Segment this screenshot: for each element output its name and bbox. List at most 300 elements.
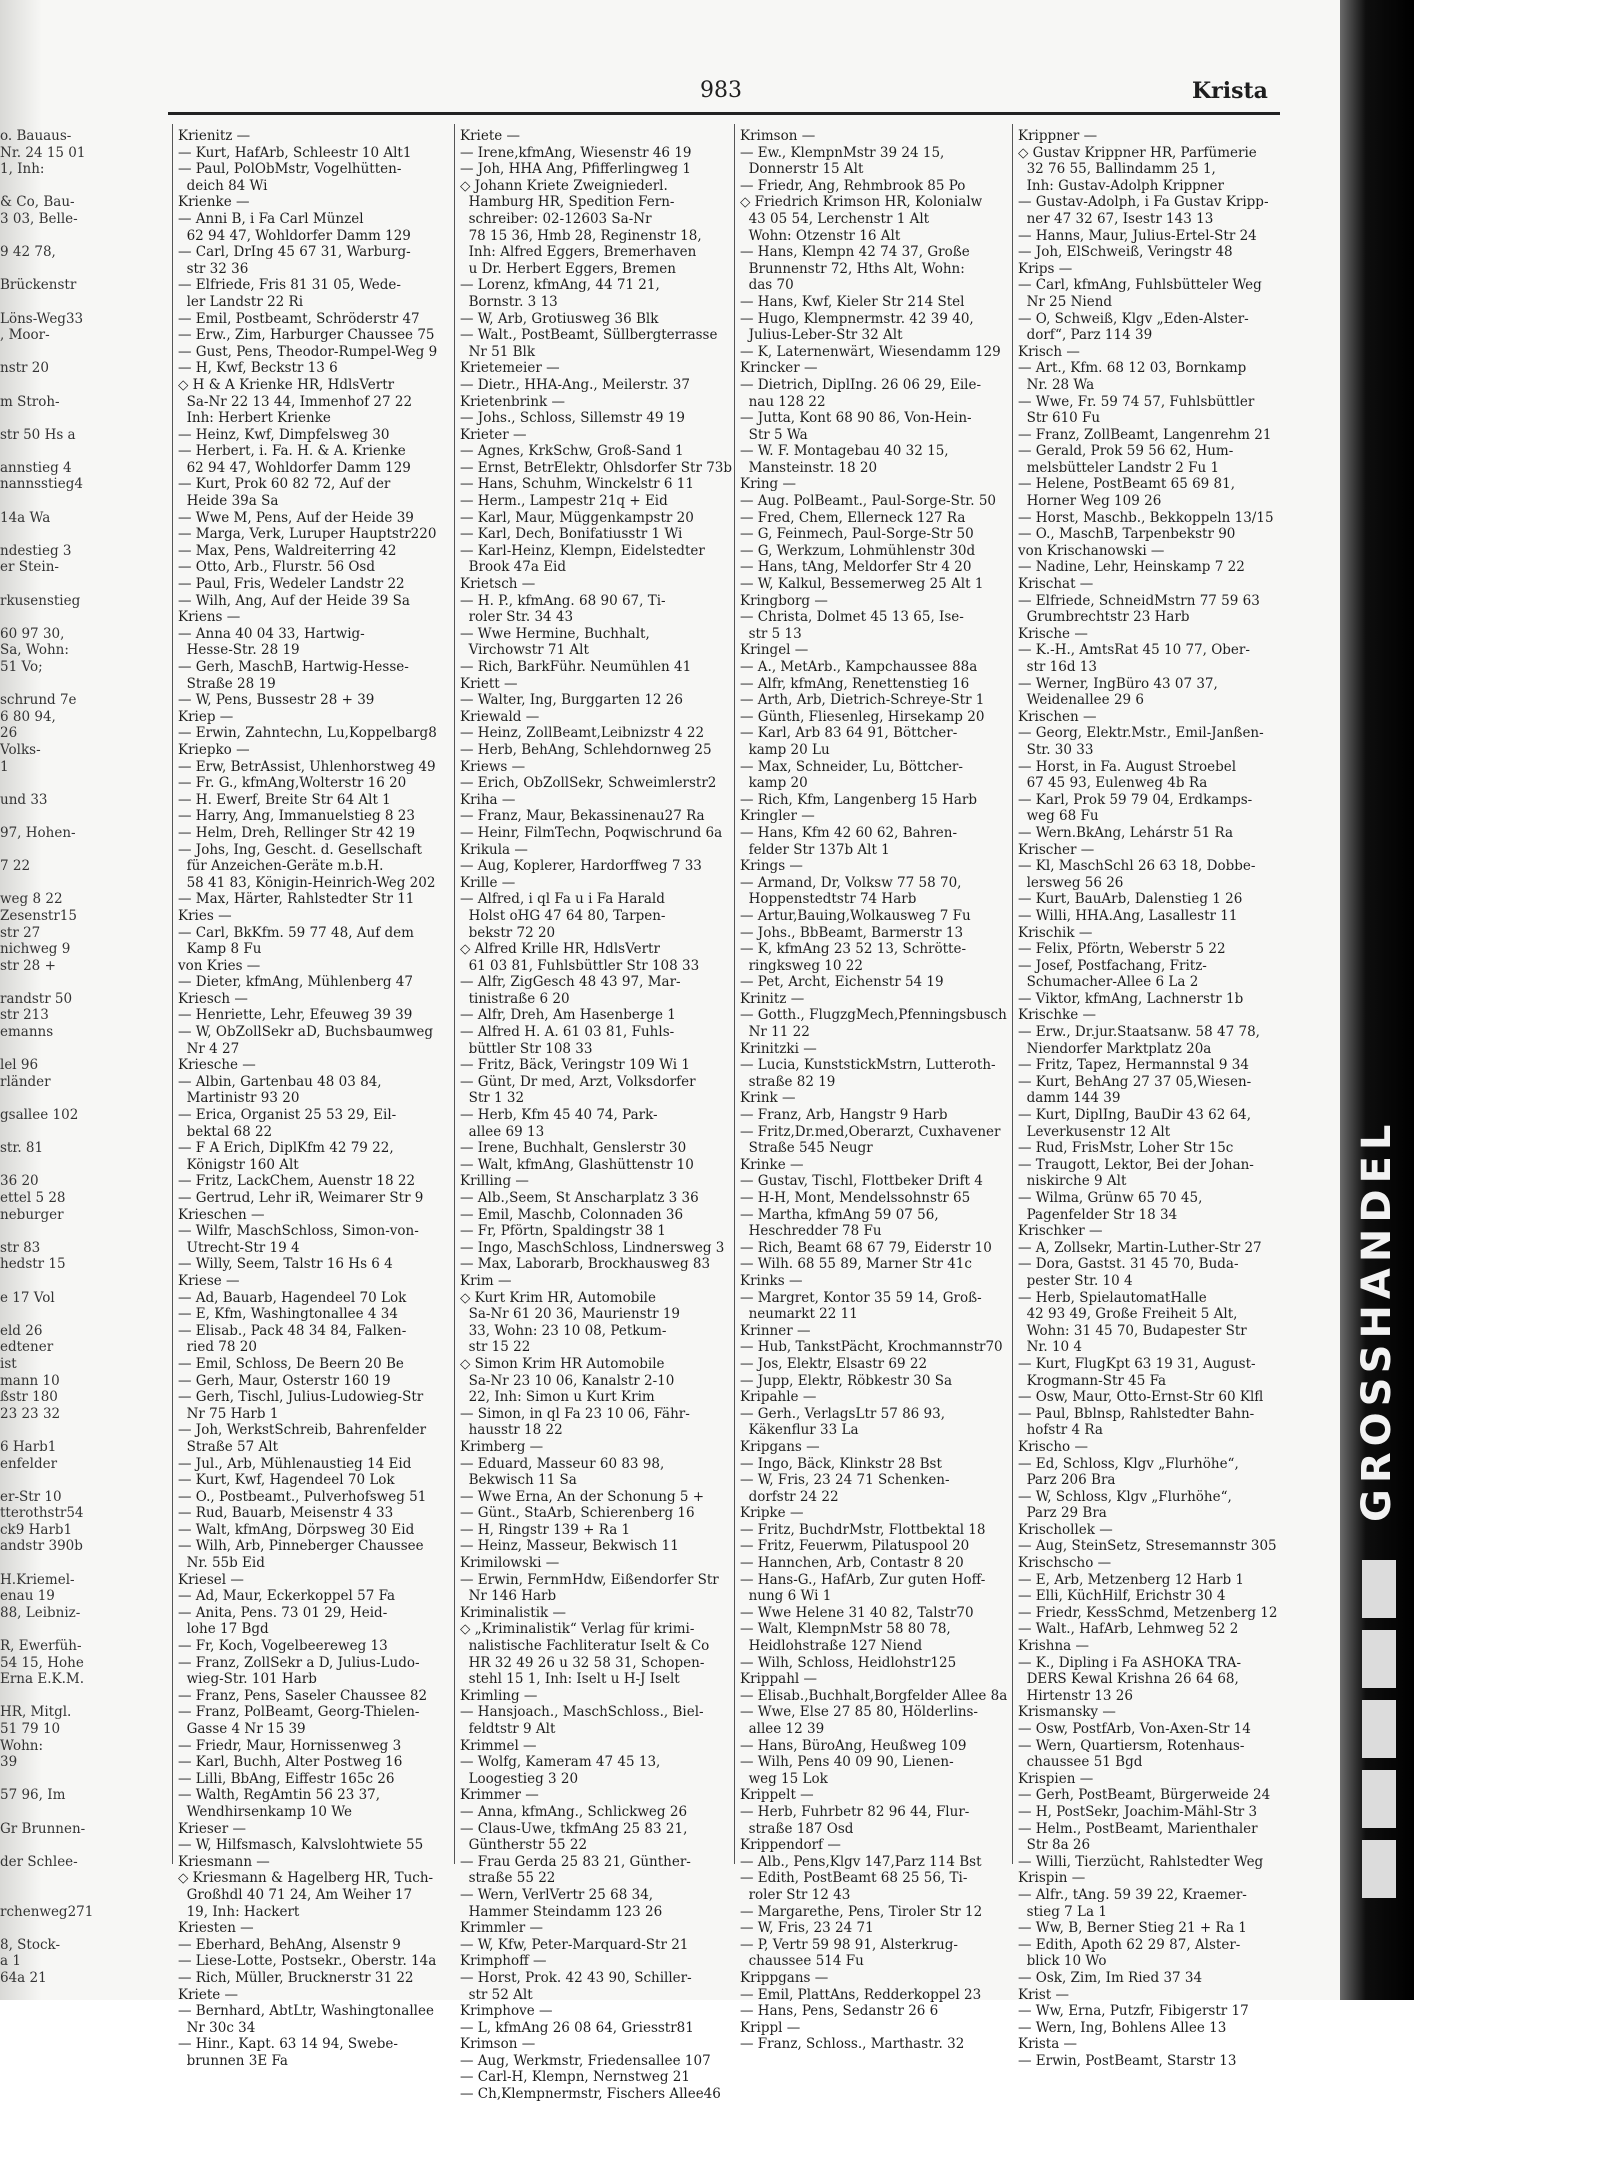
directory-line: eld 26 (0, 1322, 43, 1339)
directory-line: Krimson — (460, 2036, 536, 2053)
directory-line: — Gerh, PostBeamt, Bürgerweide 24 (1018, 1787, 1271, 1804)
directory-line: Krischke — (1018, 1007, 1097, 1024)
directory-line (0, 875, 160, 892)
directory-line: str 83 (0, 1239, 41, 1256)
directory-line: Krischollek — (1018, 1521, 1113, 1538)
directory-line: Krischer — (1018, 841, 1095, 858)
directory-line: Wohn: 31 45 70, Budapester Str (1018, 1322, 1247, 1339)
directory-line: Inh: Gustav-Adolph Krippner (1018, 177, 1224, 194)
directory-line: — Ingo, MaschSchloss, Lindnersweg 3 (460, 1239, 725, 1256)
directory-line: pester Str. 10 4 (1018, 1272, 1133, 1289)
directory-line: 58 41 83, Königin-Heinrich-Weg 202 (178, 874, 436, 891)
directory-line (0, 344, 160, 361)
directory-line: str 213 (0, 1007, 49, 1024)
directory-line: — Erich, ObZollSekr, Schweimlerstr2 (460, 775, 717, 792)
directory-line: Grumbrechtstr 23 Harb (1018, 609, 1190, 626)
directory-line: Kriens — (178, 609, 241, 626)
directory-line: Bekwisch 11 Sa (460, 1472, 577, 1489)
directory-line: — Kurt, BehAng 27 37 05,Wiesen- (1018, 1073, 1252, 1090)
directory-line: — Ch,Klempnermstr, Fischers Allee46 (460, 2086, 721, 2103)
directory-line: — Willy, Seem, Talstr 16 Hs 6 4 (178, 1256, 393, 1273)
directory-line: — Gerh., VerlagsLtr 57 86 93, (740, 1405, 946, 1422)
directory-line: — Hans, BüroAng, Heußweg 109 (740, 1737, 967, 1754)
edge-marker-blocks (1362, 1560, 1396, 1910)
directory-line: 33, Wohn: 23 10 08, Petkum- (460, 1322, 667, 1339)
directory-line (0, 377, 160, 394)
directory-line: nung 6 Wi 1 (740, 1588, 832, 1605)
directory-line: — Rich, Beamt 68 67 79, Eiderstr 10 (740, 1239, 992, 1256)
directory-line: 97, Hohen- (0, 824, 76, 841)
directory-line: rkusenstieg (0, 592, 81, 609)
directory-line: — Karl, Arb 83 64 91, Böttcher- (740, 725, 958, 742)
directory-line: chaussee 514 Fu (740, 1953, 864, 1970)
directory-line: Leverkusenstr 12 Alt (1018, 1123, 1171, 1140)
directory-line: Hammer Steindamm 123 26 (460, 1903, 663, 1920)
directory-line: brunnen 3E Fa (178, 2052, 288, 2069)
directory-line: Königstr 160 Alt (178, 1156, 299, 1173)
directory-line: Kripgans — (740, 1438, 820, 1455)
directory-line: — Traugott, Lektor, Bei der Johan- (1018, 1156, 1254, 1173)
directory-line: — Hans, Kwf, Kieler Str 214 Stel (740, 293, 965, 310)
directory-line: andstr 390b (0, 1538, 83, 1555)
directory-line (0, 1041, 160, 1058)
directory-line (0, 1306, 160, 1323)
directory-line (0, 1422, 160, 1439)
directory-line: — Christa, Dolmet 45 13 65, Ise- (740, 609, 964, 626)
directory-line: — Erwin, Zahntechn, Lu,Koppelbarg8 (178, 725, 437, 742)
directory-line: Straße 28 19 (178, 675, 276, 692)
directory-line: roler Str. 34 43 (460, 609, 574, 626)
directory-line: 57 96, Im (0, 1787, 66, 1804)
directory-line: randstr 50 (0, 990, 73, 1007)
directory-line: — O., MaschB, Tarpenbekstr 90 (1018, 526, 1236, 543)
directory-line: — Emil, PlattAns, Redderkoppel 23 (740, 1986, 982, 2003)
directory-line: — Horst, Prok. 42 43 90, Schiller- (460, 1969, 692, 1986)
directory-line: — E, Kfm, Washingtonallee 4 34 (178, 1306, 398, 1323)
directory-line: Inh: Alfred Eggers, Bremerhaven (460, 244, 697, 261)
directory-line: Nr 30c 34 (178, 2019, 256, 2036)
directory-column-4 (1018, 128, 1288, 2069)
directory-line: — Artur,Bauing,Wolkausweg 7 Fu (740, 907, 971, 924)
directory-line: büttler Str 108 33 (460, 1040, 593, 1057)
running-head: Krista (1192, 78, 1268, 104)
directory-line: Krinke — (740, 1156, 804, 1173)
directory-line: Krischscho — (1018, 1555, 1112, 1572)
directory-line: Straße 545 Neugr (740, 1140, 873, 1157)
directory-line (0, 1555, 160, 1572)
directory-line: — Claus-Uwe, tkfmAng 25 83 21, (460, 1820, 688, 1837)
directory-line: — Paul, PolObMstr, Vogelhütten- (178, 161, 402, 178)
directory-line: tinistraße 6 20 (460, 990, 570, 1007)
directory-line: Kriesche — (178, 1057, 256, 1074)
directory-line: — Osw, Maur, Otto-Ernst-Str 60 Klfl (1018, 1389, 1264, 1406)
directory-line: lersweg 56 26 (1018, 874, 1124, 891)
directory-line: Parz 206 Bra (1018, 1472, 1116, 1489)
directory-line: — Horst, Maschb., Bekkoppeln 13/15 (1018, 509, 1274, 526)
directory-line: Krippgans — (740, 1969, 829, 1986)
column-rule (454, 124, 455, 1864)
directory-line: — Henriette, Lehr, Efeuweg 39 39 (178, 1007, 413, 1024)
directory-line: Loogestieg 3 20 (460, 1770, 579, 1787)
directory-line: — Herm., Lampestr 21q + Eid (460, 493, 668, 510)
directory-line: — Helene, PostBeamt 65 69 81, (1018, 476, 1236, 493)
directory-line: Nr 4 27 (178, 1040, 240, 1057)
directory-line: Str 5 Wa (740, 426, 808, 443)
directory-line (0, 576, 160, 593)
directory-line: — Albin, Gartenbau 48 03 84, (178, 1073, 382, 1090)
directory-line: — Felix, Pförtn, Weberstr 5 22 (1018, 941, 1226, 958)
directory-line: 64a 21 (0, 1969, 47, 1986)
directory-line: Krieschen — (178, 1206, 265, 1223)
directory-line: — W, Pens, Bussestr 28 + 39 (178, 692, 375, 709)
directory-line: HR, Mitgl. (0, 1704, 72, 1721)
directory-line: Krieter — (460, 426, 527, 443)
directory-line: Krieser — (178, 1820, 247, 1837)
directory-line: — Fr. G., kfmAng,Wolterstr 16 20 (178, 775, 407, 792)
directory-line (0, 493, 160, 510)
directory-line: u Dr. Herbert Eggers, Bremen (460, 260, 676, 277)
directory-line: — W, ObZollSekr aD, Buchsbaumweg (178, 1024, 434, 1041)
directory-line: Krimmler — (460, 1920, 544, 1937)
directory-line: Krist — (1018, 1986, 1070, 2003)
directory-line: felder Str 137b Alt 1 (740, 841, 890, 858)
directory-line: — Walt, kfmAng, Dörpsweg 30 Eid (178, 1521, 415, 1538)
directory-line: — Karl, Dech, Bonifatiusstr 1 Wi (460, 526, 683, 543)
directory-line: — Hans-G., HafArb, Zur guten Hoff- (740, 1571, 986, 1588)
directory-line: 42 93 49, Große Freiheit 5 Alt, (1018, 1306, 1238, 1323)
directory-line: — Walt, KlempnMstr 58 80 78, (740, 1621, 951, 1638)
directory-line: bekstr 72 20 (460, 924, 556, 941)
directory-line: 6 80 94, (0, 708, 56, 725)
directory-line: — Wwe Hermine, Buchhalt, (460, 625, 650, 642)
directory-line: Heidlohstraße 127 Niend (740, 1638, 923, 1655)
directory-line: Krietenbrink — (460, 393, 566, 410)
directory-line: — Joh, ElSchweiß, Veringstr 48 (1018, 244, 1233, 261)
directory-line: das 70 (740, 277, 794, 294)
directory-line: Donnerstr 15 Alt (740, 161, 864, 178)
directory-line: — Alfred H. A. 61 03 81, Fuhls- (460, 1024, 675, 1041)
directory-line: — Elfriede, Fris 81 31 05, Wede- (178, 277, 401, 294)
directory-line: — Carl-H, Klempn, Nernstweg 21 (460, 2069, 690, 2086)
directory-line: — Elli, KüchHilf, Erichstr 30 4 (1018, 1588, 1226, 1605)
directory-line: ler Landstr 22 Ri (178, 293, 304, 310)
directory-line: — Wilfr, MaschSchloss, Simon-von- (178, 1223, 419, 1240)
directory-line: str 5 13 (740, 625, 802, 642)
directory-line: Käkenflur 33 La (740, 1422, 859, 1439)
directory-line: kamp 20 (740, 775, 808, 792)
directory-line: — Wilh, Schloss, Heidlohstr125 (740, 1654, 957, 1671)
directory-line: — Wern, Ing, Bohlens Allee 13 (1018, 2019, 1227, 2036)
directory-line: — Jupp, Elektr, Röbkestr 30 Sa (740, 1372, 953, 1389)
directory-line: schreiber: 02-12603 Sa-Nr (460, 210, 652, 227)
directory-line (0, 1870, 160, 1887)
directory-line: — Fr, Pförtn, Spaldingstr 38 1 (460, 1223, 666, 1240)
directory-line (0, 261, 160, 278)
directory-line: ßstr 180 (0, 1389, 58, 1406)
directory-line: — Kurt, FlugKpt 63 19 31, August- (1018, 1355, 1256, 1372)
directory-line: blick 10 Wo (1018, 1953, 1107, 1970)
directory-line: Krispin — (1018, 1870, 1086, 1887)
directory-line: — Jutta, Kont 68 90 86, Von-Hein- (740, 410, 972, 427)
directory-line: — Ww, Erna, Putzfr, Fibigerstr 17 (1018, 2003, 1249, 2020)
directory-line: Str 610 Fu (1018, 410, 1101, 427)
directory-line: — Osk, Zim, Im Ried 37 34 (1018, 1969, 1203, 1986)
directory-line: — A, Zollsekr, Martin-Luther-Str 27 (1018, 1239, 1262, 1256)
directory-line: str 28 + (0, 957, 56, 974)
directory-line: — Ew., KlempnMstr 39 24 15, (740, 144, 945, 161)
directory-line: str 27 (0, 924, 41, 941)
directory-line: — G, Feinmech, Paul-Sorge-Str 50 (740, 526, 974, 543)
directory-line: — Pet, Archt, Eichenstr 54 19 (740, 974, 944, 991)
directory-line: DERS Kewal Krishna 26 64 68, (1018, 1671, 1239, 1688)
directory-line: — H, Ringstr 139 + Ra 1 (460, 1521, 631, 1538)
directory-line: — Günt., StaArb, Schierenberg 16 (460, 1505, 695, 1522)
directory-line: — Horst, in Fa. August Stroebel (1018, 758, 1237, 775)
directory-line (0, 676, 160, 693)
page-number: 983 (700, 78, 742, 103)
directory-line: — Paul, Bblnsp, Rahlstedter Bahn- (1018, 1405, 1255, 1422)
directory-line: 39 (0, 1754, 18, 1771)
directory-line: Gr Brunnen- (0, 1820, 86, 1837)
directory-line: — Gotth., FlugzgMech,Pfenningsbusch (740, 1007, 1007, 1024)
directory-line: — Alfr, kfmAng, Renettenstieg 16 (740, 675, 970, 692)
directory-line: — Alb., Pens,Klgv 147,Parz 114 Bst (740, 1853, 982, 1870)
directory-line: — Hanns, Maur, Julius-Ertel-Str 24 (1018, 227, 1257, 244)
directory-line: ettel 5 28 (0, 1190, 66, 1206)
directory-line: 62 94 47, Wohldorfer Damm 129 (178, 459, 411, 476)
directory-line: — Rud, Bauarb, Meisenstr 4 33 (178, 1505, 394, 1522)
directory-line: — Hannchen, Arb, Contastr 8 20 (740, 1555, 964, 1572)
header-rule (168, 112, 1280, 115)
directory-line: — Wwe, Fr. 59 74 57, Fuhlsbüttler (1018, 393, 1255, 410)
directory-line: 1, Inh: (0, 161, 45, 178)
directory-line (0, 294, 160, 311)
directory-line: straße 82 19 (740, 1073, 836, 1090)
directory-line: — Lucia, KunststickMstrn, Lutteroth- (740, 1057, 996, 1074)
directory-line: — Alfr., tAng. 59 39 22, Kraemer- (1018, 1886, 1247, 1903)
directory-line: Julius-Leber-Str 32 Alt (740, 327, 903, 344)
directory-line: Krogmann-Str 45 Fa (1018, 1372, 1167, 1389)
directory-line: Nr. 10 4 (1018, 1339, 1083, 1356)
directory-line: nau 128 22 (740, 393, 826, 410)
directory-line: 61 03 81, Fuhlsbüttler Str 108 33 (460, 957, 700, 974)
directory-line: — Irene, Buchhalt, Genslerstr 30 (460, 1140, 687, 1157)
directory-line: — Wern.BkAng, Lehárstr 51 Ra (1018, 824, 1234, 841)
directory-line: weg 68 Fu (1018, 808, 1099, 825)
directory-line: — Herbert, i. Fa. H. & A. Krienke (178, 443, 406, 460)
directory-line: — Wwe Erna, An der Schonung 5 + (460, 1488, 705, 1505)
directory-line: Kriesch — (178, 990, 248, 1007)
directory-line: hedstr 15 (0, 1256, 66, 1273)
directory-line: — Werner, IngBüro 43 07 37, (1018, 675, 1218, 692)
directory-line: — Gerald, Prok 59 56 62, Hum- (1018, 443, 1234, 460)
directory-line: — O, Schweiß, Klgv „Eden-Alster- (1018, 310, 1249, 327)
directory-line: Kriews — (460, 758, 526, 775)
directory-line: nichweg 9 (0, 941, 71, 958)
directory-line: — Elisab., Pack 48 34 84, Falken- (178, 1322, 407, 1339)
directory-line: ist (0, 1355, 17, 1372)
directory-line: — Fritz, Feuerwm, Pilatuspool 20 (740, 1538, 970, 1555)
directory-line: kamp 20 Lu (740, 741, 830, 758)
directory-line: Hoppenstedtstr 74 Harb (740, 891, 917, 908)
directory-line: Krista — (1018, 2036, 1078, 2053)
directory-line: — Wilma, Grünw 65 70 45, (1018, 1190, 1203, 1206)
directory-line: — Walt, kfmAng, Glashüttenstr 10 (460, 1156, 694, 1173)
directory-line: ck9 Harb1 (0, 1521, 73, 1538)
directory-line: 62 94 47, Wohldorfer Damm 129 (178, 227, 411, 244)
directory-line: — W, Hilfsmasch, Kalvslohtwiete 55 (178, 1837, 424, 1854)
directory-line: — Jos, Elektr, Elsastr 69 22 (740, 1355, 928, 1372)
directory-line: Kriminalistik — (460, 1604, 566, 1621)
directory-line: ◇ H & A Krienke HR, HdlsVertr (178, 376, 395, 393)
directory-line: Hirtenstr 13 26 (1018, 1687, 1133, 1704)
directory-line: a 1 (0, 1953, 21, 1970)
directory-line: Krippner — (1018, 128, 1098, 144)
directory-line: — Walter, Ing, Burggarten 12 26 (460, 692, 683, 709)
directory-line: Sa-Nr 23 10 06, Kanalstr 2-10 (460, 1372, 675, 1389)
directory-line: Brook 47a Eid (460, 559, 567, 576)
directory-line: Schumacher-Allee 6 La 2 (1018, 974, 1199, 991)
directory-line: — H. P., kfmAng. 68 90 67, Ti- (460, 592, 666, 609)
directory-line: — Josef, Postfachang, Fritz- (1018, 957, 1207, 974)
directory-line: — K, kfmAng 23 52 13, Schrötte- (740, 941, 966, 958)
directory-line: Krikula — (460, 841, 528, 858)
directory-line: — Herb, BehAng, Schlehdornweg 25 (460, 741, 712, 758)
directory-line: Krienke — (178, 194, 250, 211)
directory-line (0, 808, 160, 825)
directory-line: — Georg, Elektr.Mstr., Emil-Janßen- (1018, 725, 1264, 742)
directory-line: — Ernst, BetrElektr, Ohlsdorfer Str 73b (460, 459, 733, 476)
directory-line: — Fritz, Bäck, Veringstr 109 Wi 1 (460, 1057, 690, 1074)
directory-line: — Franz, ZollBeamt, Langenrehm 21 (1018, 426, 1272, 443)
directory-line: — Emil, Postbeamt, Schröderstr 47 (178, 310, 420, 327)
directory-line: — K., Dipling i Fa ASHOKA TRA- (1018, 1654, 1242, 1671)
directory-line: dorf“, Parz 114 39 (1018, 327, 1153, 344)
directory-line (0, 1124, 160, 1141)
directory-column-1 (178, 128, 448, 2069)
directory-line: Krimmel — (460, 1737, 537, 1754)
directory-line: — Hans, Klempn 42 74 37, Große (740, 244, 970, 261)
directory-line: — Alfr, ZigGesch 48 43 97, Mar- (460, 974, 681, 991)
directory-line: Zesenstr15 (0, 907, 77, 924)
directory-line: Volks- (0, 741, 41, 758)
directory-line: Kamp 8 Fu (178, 941, 262, 958)
directory-line: Holst oHG 47 64 80, Tarpen- (460, 907, 666, 924)
spine-text: GROSSHANDEL (1354, 1118, 1400, 1522)
directory-line: 32 76 55, Ballindamm 25 1, (1018, 161, 1216, 178)
directory-line: straße 187 Osd (740, 1820, 854, 1837)
directory-line: Heide 39a Sa (178, 493, 279, 510)
directory-line: — Gustav, Tischl, Flottbeker Drift 4 (740, 1173, 983, 1190)
directory-line: Krietsch — (460, 576, 536, 593)
directory-line: — Marga, Verk, Luruper Hauptstr220 (178, 526, 437, 543)
directory-line: Gasse 4 Nr 15 39 (178, 1721, 306, 1737)
directory-line: Inh: Herbert Krienke (178, 410, 331, 427)
directory-line: Nr 25 Niend (1018, 293, 1113, 310)
directory-line: — Anna 40 04 33, Hartwig- (178, 625, 365, 642)
directory-line: schrund 7e (0, 692, 77, 709)
directory-line: — Rud, FrisMstr, Loher Str 15c (1018, 1140, 1234, 1157)
directory-line (0, 228, 160, 245)
directory-line: — Helm, Dreh, Rellinger Str 42 19 (178, 824, 416, 841)
directory-line: str 32 36 (178, 260, 249, 277)
directory-line: — Ad, Bauarb, Hagendeel 70 Lok (178, 1289, 407, 1306)
directory-line: — Max, Laborarb, Brockhausweg 83 (460, 1256, 711, 1273)
directory-line: — Friedr, Maur, Hornissenweg 3 (178, 1737, 402, 1754)
directory-line: dorfstr 24 22 (740, 1488, 839, 1505)
directory-line: — Osw, PostfArb, Von-Axen-Str 14 (1018, 1721, 1251, 1737)
directory-line: lel 96 (0, 1057, 39, 1074)
directory-line: Martinistr 93 20 (178, 1090, 300, 1107)
directory-line: — Wern, VerlVertr 25 68 34, (460, 1886, 654, 1903)
directory-line (0, 609, 160, 626)
directory-line: neumarkt 22 11 (740, 1306, 858, 1323)
column-rule (172, 124, 173, 1864)
directory-line: — E, Arb, Metzenberg 12 Harb 1 (1018, 1571, 1244, 1588)
directory-line: — Fritz, Tapez, Hermannstal 9 34 (1018, 1057, 1249, 1074)
directory-line: — Herb, Kfm 45 40 74, Park- (460, 1107, 658, 1124)
directory-line: edtener (0, 1339, 54, 1356)
directory-line: — Hub, TankstPächt, Krochmannstr70 (740, 1339, 1003, 1356)
directory-line: Krippahl — (740, 1671, 817, 1688)
directory-line: H.Kriemel- (0, 1571, 75, 1588)
directory-line: 51 79 10 (0, 1721, 61, 1737)
directory-line: gsallee 102 (0, 1107, 79, 1124)
directory-line: 43 05 54, Lerchenstr 1 Alt (740, 210, 930, 227)
directory-line: — Wolfg, Kameram 47 45 13, (460, 1754, 661, 1771)
directory-line: e 17 Vol (0, 1289, 55, 1306)
directory-line: — Alfr, Dreh, Am Hasenberge 1 (460, 1007, 676, 1024)
directory-line: Heschredder 78 Fu (740, 1223, 882, 1240)
directory-line: für Anzeichen-Geräte m.b.H. (178, 858, 384, 875)
directory-line: tterothstr54 (0, 1505, 84, 1522)
directory-line: — W, Kalkul, Bessemerweg 25 Alt 1 (740, 576, 984, 593)
directory-line: — Gerh, Maur, Osterstr 160 19 (178, 1372, 391, 1389)
directory-line: — Wwe, Else 27 85 80, Hölderlins- (740, 1704, 978, 1721)
directory-line: Kriete — (178, 1986, 239, 2003)
directory-line: — Friedr, Ang, Rehmbrook 85 Po (740, 177, 966, 194)
directory-line: — Aug. PolBeamt., Paul-Sorge-Str. 50 (740, 493, 997, 510)
directory-line: hausstr 18 22 (460, 1422, 563, 1439)
directory-line: — Wwe M, Pens, Auf der Heide 39 (178, 509, 414, 526)
directory-line: — Irene,kfmAng, Wiesenstr 46 19 (460, 144, 692, 161)
directory-line: — Ad, Maur, Eckerkoppel 57 Fa (178, 1588, 396, 1605)
directory-line: Nr. 24 15 01 (0, 144, 86, 161)
directory-column-2 (460, 128, 733, 2103)
directory-line: Krippendorf — (740, 1837, 841, 1854)
directory-line: — Viktor, kfmAng, Lachnerstr 1b (1018, 990, 1244, 1007)
directory-line: — Franz, Maur, Bekassinenau27 Ra (460, 808, 705, 825)
directory-line (0, 1273, 160, 1290)
directory-line: Wohn: (0, 1737, 44, 1754)
directory-line: hofstr 4 Ra (1018, 1422, 1103, 1439)
directory-line: — Franz, PolBeamt, Georg-Thielen- (178, 1704, 420, 1721)
directory-line: — Margarethe, Pens, Tiroler Str 12 (740, 1903, 983, 1920)
directory-line (0, 1837, 160, 1854)
directory-line: Kring — (740, 476, 796, 493)
directory-line: — Edith, PostBeamt 68 25 56, Ti- (740, 1870, 968, 1887)
directory-line (0, 775, 160, 792)
directory-line: — Willi, HHA.Ang, Lasallestr 11 (1018, 907, 1238, 924)
directory-line: ◇ „Kriminalistik“ Verlag für krimi- (460, 1621, 695, 1638)
directory-line: str 16d 13 (1018, 659, 1097, 675)
directory-line: — Anna, kfmAng., Schlickweg 26 (460, 1803, 688, 1820)
directory-line: 14a Wa (0, 509, 51, 526)
directory-line: Krippelt — (740, 1787, 814, 1804)
directory-line: Güntherstr 55 22 (460, 1837, 588, 1854)
directory-line: — Erw, BetrAssist, Uhlenhorstweg 49 (178, 758, 436, 775)
directory-line: — Fred, Chem, Ellerneck 127 Ra (740, 509, 966, 526)
